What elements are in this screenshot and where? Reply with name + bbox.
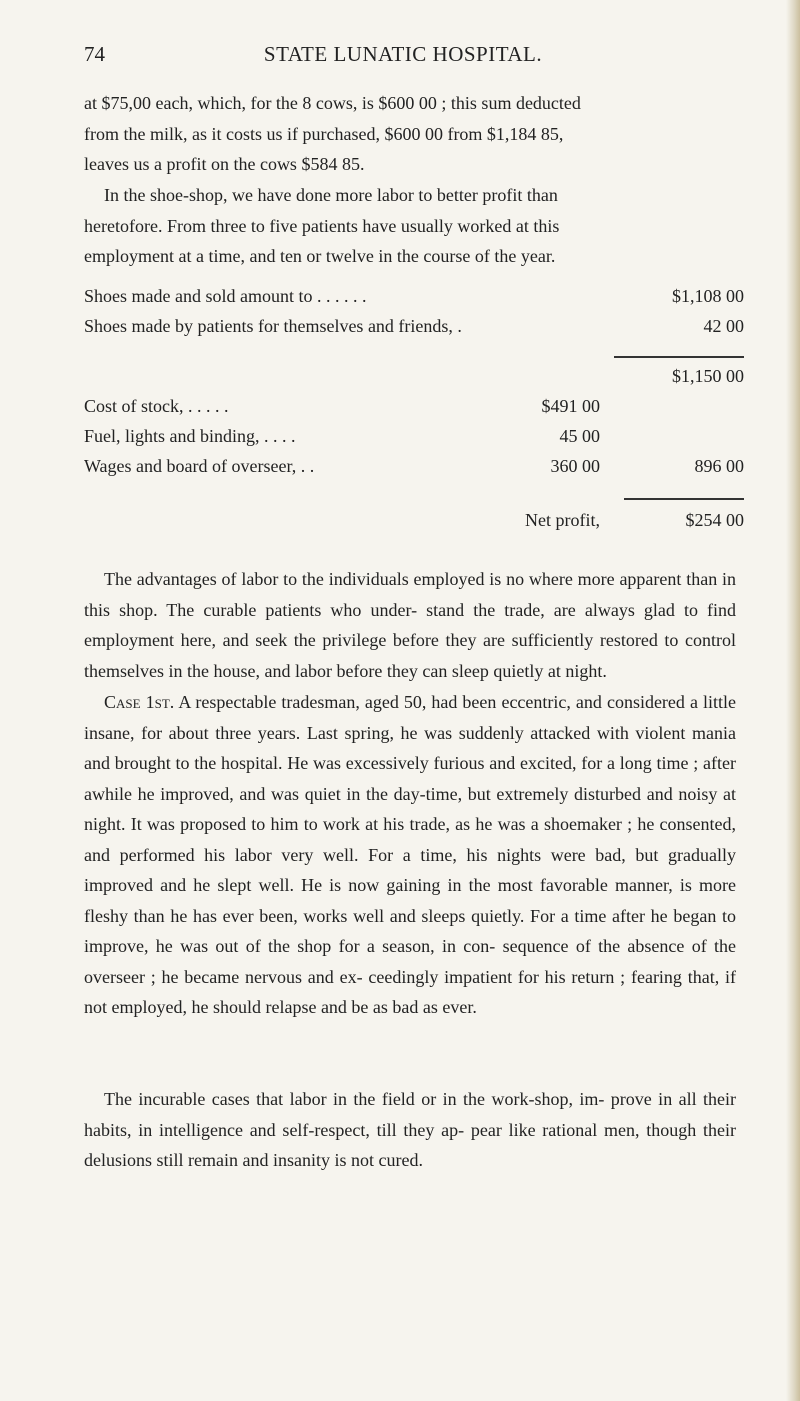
cost-row <box>84 456 744 484</box>
cost-row-amount: $491 00 <box>541 396 600 416</box>
paragraph-case-first <box>84 687 736 1023</box>
account-row-label: Shoes made and sold amount to . . . . . . <box>84 286 367 306</box>
cost-row-amount: 45 00 <box>559 426 600 446</box>
text-line: heretofore. From three to five patients have usually worked at this <box>84 215 560 236</box>
running-title: STATE LUNATIC HOSPITAL. <box>263 42 543 66</box>
account-row-amount: 42 00 <box>703 316 744 336</box>
paragraph-text <box>84 687 736 1023</box>
net-profit-label: Net profit, <box>525 510 600 530</box>
text-line: leaves us a profit on the cows $584 85. <box>84 154 365 174</box>
cost-row <box>84 426 744 454</box>
paragraph-incurable <box>84 1084 736 1176</box>
sum-rule <box>614 356 744 358</box>
account-row-amount: $1,108 00 <box>672 286 744 306</box>
text-line: at $75,00 each, which, for the 8 cows, is $600 00 ; this sum deducted <box>84 93 581 113</box>
page-number: 74 <box>84 42 105 66</box>
page-edge-shadow <box>786 0 800 1401</box>
case-label: Case 1st. <box>104 692 175 712</box>
sum-rule <box>624 498 744 500</box>
cost-row-label: Fuel, lights and binding, . . . . <box>84 426 296 446</box>
cost-row-amount: 360 00 <box>550 456 600 476</box>
page-header <box>58 40 748 76</box>
paragraph-text: The incurable cases that labor in the field or in the work-shop, im- prove in all their habits, in intelligence and self-respect, till they ap- pear like rational men, though their delusions still remain and insanity is not cured. <box>84 1089 736 1170</box>
account-subtotal-row <box>84 366 744 394</box>
paragraph-advantages <box>84 564 736 686</box>
cost-row <box>84 396 744 424</box>
paragraph-text: The advantages of labor to the individuals employed is no where more apparent than in this shop. The curable patients who under- stand the trade, are always glad to find employment here, and seek the privilege before they are sufficiently restored to control themselves in the house, and labor before they can sleep quietly at night. <box>84 569 736 681</box>
account-subtotal: $1,150 00 <box>672 366 744 386</box>
case-text: A respectable tradesman, aged 50, had been eccentric, and considered a little insane, for about three years. Last spring, he was suddenly attacked with violent mania and brought to the hospital. He was excessively furious and excited, for a long time ; after awhile he improved, and was quiet in the day-time, but extremely disturbed and noisy at night. It was proposed to him to work at his trade, as he was a shoemaker ; he consented, and performed his labor very well. For a time, his nights were bad, but gradually improved and he slept well. He is now gaining in the most favorable manner, is more fleshy than he has ever been, works well and sleeps quietly. For a time after he began to improve, he was out of the shop for a season, in con- sequence of the absence of the overseer ; he became nervous and ex- ceedingly impatient for his return ; fearing that, if not employed, he should relapse and be as bad as ever. <box>84 692 736 1017</box>
text-line: from the milk, as it costs us if purchased, $600 00 from $1,184 85, <box>84 123 564 144</box>
text-line: employment at a time, and ten or twelve in the course of the year. <box>84 246 556 266</box>
net-profit-value: $254 00 <box>685 510 744 530</box>
account-row <box>84 286 744 314</box>
net-profit-row <box>84 510 744 538</box>
account-row-label: Shoes made by patients for themselves and friends, . <box>84 316 462 336</box>
account-row <box>84 316 744 344</box>
cost-row-label: Wages and board of overseer, . . <box>84 456 315 476</box>
paragraph-cows-profit <box>84 88 736 180</box>
text-line: In the shoe-shop, we have done more labor to better profit than <box>104 185 558 205</box>
cost-row-label: Cost of stock, . . . . . <box>84 396 229 416</box>
costs-total: 896 00 <box>694 456 744 476</box>
paragraph-shoe-shop <box>84 180 736 272</box>
